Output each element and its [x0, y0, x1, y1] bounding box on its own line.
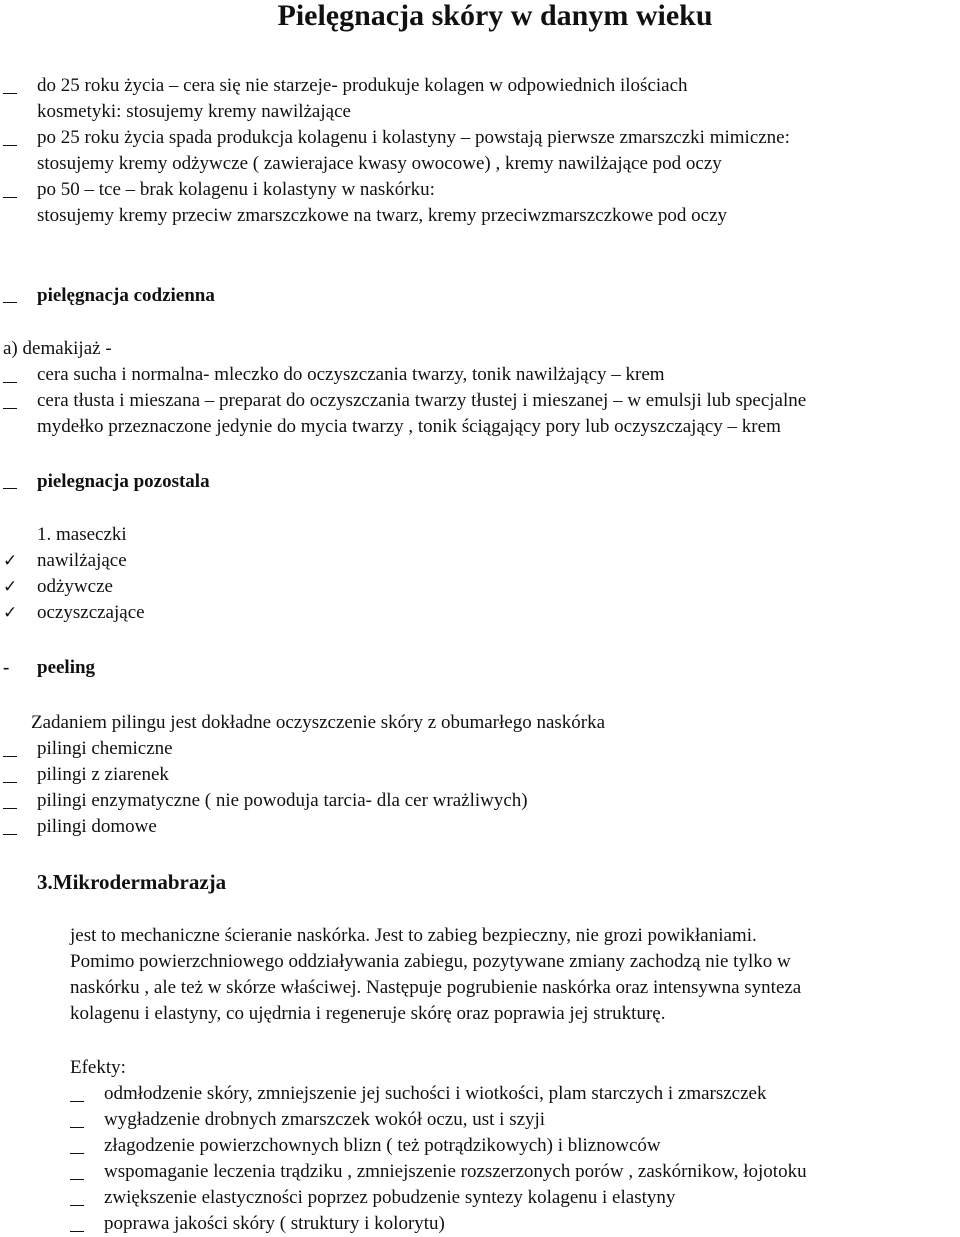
effects-label: Efekty:	[70, 1057, 126, 1078]
peeling-heading: peeling	[37, 657, 96, 678]
age-item-2-line-1: po 25 roku życia spada produkcja kolagenu i kolastyny – powstają pierwsze zmarszczki mimiczne:	[37, 127, 790, 148]
daily-item-2-line-2: mydełko przeznaczone jedynie do mycia twarzy , tonik ściągający pory lub oczyszczający – krem	[37, 416, 781, 437]
checkmark-icon: ✓	[3, 577, 18, 597]
microdermabrasion-paragraph-line: kolagenu i elastyny, co ujędrnia i regeneruje skórę oraz poprawia jej strukturę.	[70, 1003, 666, 1024]
microdermabrasion-paragraph-line: jest to mechaniczne ścieranie naskórka. Jest to zabieg bezpieczny, nie grozi powikłaniami.	[70, 925, 757, 946]
effect-item: wygładzenie drobnych zmarszczek wokół oczu, ust i szyji	[104, 1109, 546, 1130]
effect-item: zwiększenie elastyczności poprzez pobudzenie syntezy kolagenu i elastyny	[104, 1187, 676, 1208]
age-item-1-line-2: kosmetyki: stosujemy kremy nawilżające	[37, 101, 351, 122]
dash-bullet-icon	[3, 93, 17, 94]
microdermabrasion-heading: 3.Mikrodermabrazja	[37, 870, 227, 894]
dash-bullet-icon	[70, 1153, 84, 1154]
demakeup-subheading: a) demakijaż -	[3, 338, 112, 359]
peeling-item: pilingi enzymatyczne ( nie powoduja tarcia- dla cer wrażliwych)	[37, 790, 528, 811]
dash-bullet-icon	[70, 1127, 84, 1128]
dash-bullet-icon	[3, 808, 17, 809]
mask-item: odżywcze	[37, 576, 113, 597]
effect-item: poprawa jakości skóry ( struktury i kolorytu)	[104, 1213, 445, 1234]
daily-item-2-line-1: cera tłusta i mieszana – preparat do oczyszczania twarzy tłustej i mieszanej – w emulsji lub specjalne	[37, 390, 807, 411]
effect-item: złagodzenie powierzchownych blizn ( też potrądzikowych) i bliznowców	[104, 1135, 661, 1156]
masks-title: 1. maseczki	[37, 524, 127, 545]
dash-bullet-icon	[70, 1205, 84, 1206]
other-care-heading: pielegnacja pozostala	[37, 471, 210, 492]
peeling-item: pilingi chemiczne	[37, 738, 173, 759]
microdermabrasion-paragraph-line: naskórku , ale też w skórze właściwej. Następuje pogrubienie naskórka oraz intensywna synteza	[70, 977, 802, 998]
mask-item: oczyszczające	[37, 602, 145, 623]
dash-bullet-icon	[3, 408, 17, 409]
dash-bullet-icon	[3, 145, 17, 146]
dash-bullet-icon	[3, 197, 17, 198]
microdermabrasion-paragraph-line: Pomimo powierzchniowego oddziaływania zabiegu, pozytywane zmiany zachodzą nie tylko w	[70, 951, 791, 972]
peeling-item: pilingi domowe	[37, 816, 157, 837]
dash-bullet-icon	[3, 382, 17, 383]
daily-item-1-line-1: cera sucha i normalna- mleczko do oczyszczania twarzy, tonik nawilżający – krem	[37, 364, 665, 385]
age-item-3-line-2: stosujemy kremy przeciw zmarszczkowe na twarz, kremy przeciwzmarszczkowe pod oczy	[37, 205, 728, 226]
age-item-2-line-2: stosujemy kremy odżywcze ( zawierajace kwasy owocowe) , kremy nawilżające pod oczy	[37, 153, 722, 174]
document-title: Pielęgnacja skóry w danym wieku	[277, 0, 713, 32]
peeling-heading-dash: -	[3, 657, 10, 678]
age-item-3-line-1: po 50 – tce – brak kolagenu i kolastyny w naskórku:	[37, 179, 435, 200]
dash-bullet-icon	[3, 782, 17, 783]
dash-bullet-icon	[3, 834, 17, 835]
dash-bullet-icon	[70, 1231, 84, 1232]
dash-bullet-icon	[70, 1101, 84, 1102]
effect-item: wspomaganie leczenia trądziku , zmniejszenie rozszerzonych porów , zaskórnikow, łojotoku	[104, 1161, 807, 1182]
effect-item: odmłodzenie skóry, zmniejszenie jej suchości i wiotkości, plam starczych i zmarszczek	[104, 1083, 767, 1104]
age-item-1-line-1: do 25 roku życia – cera się nie starzeje- produkuje kolagen w odpowiednich ilościach	[37, 75, 688, 96]
dash-bullet-icon	[3, 488, 17, 489]
mask-item: nawilżające	[37, 550, 127, 571]
daily-care-heading: pielęgnacja codzienna	[37, 285, 215, 306]
peeling-item: pilingi z ziarenek	[37, 764, 169, 785]
dash-bullet-icon	[3, 756, 17, 757]
checkmark-icon: ✓	[3, 551, 18, 571]
dash-bullet-icon	[70, 1179, 84, 1180]
checkmark-icon: ✓	[3, 603, 18, 623]
dash-bullet-icon	[3, 302, 17, 303]
peeling-intro: Zadaniem pilingu jest dokładne oczyszczenie skóry z obumarłego naskórka	[31, 712, 606, 733]
